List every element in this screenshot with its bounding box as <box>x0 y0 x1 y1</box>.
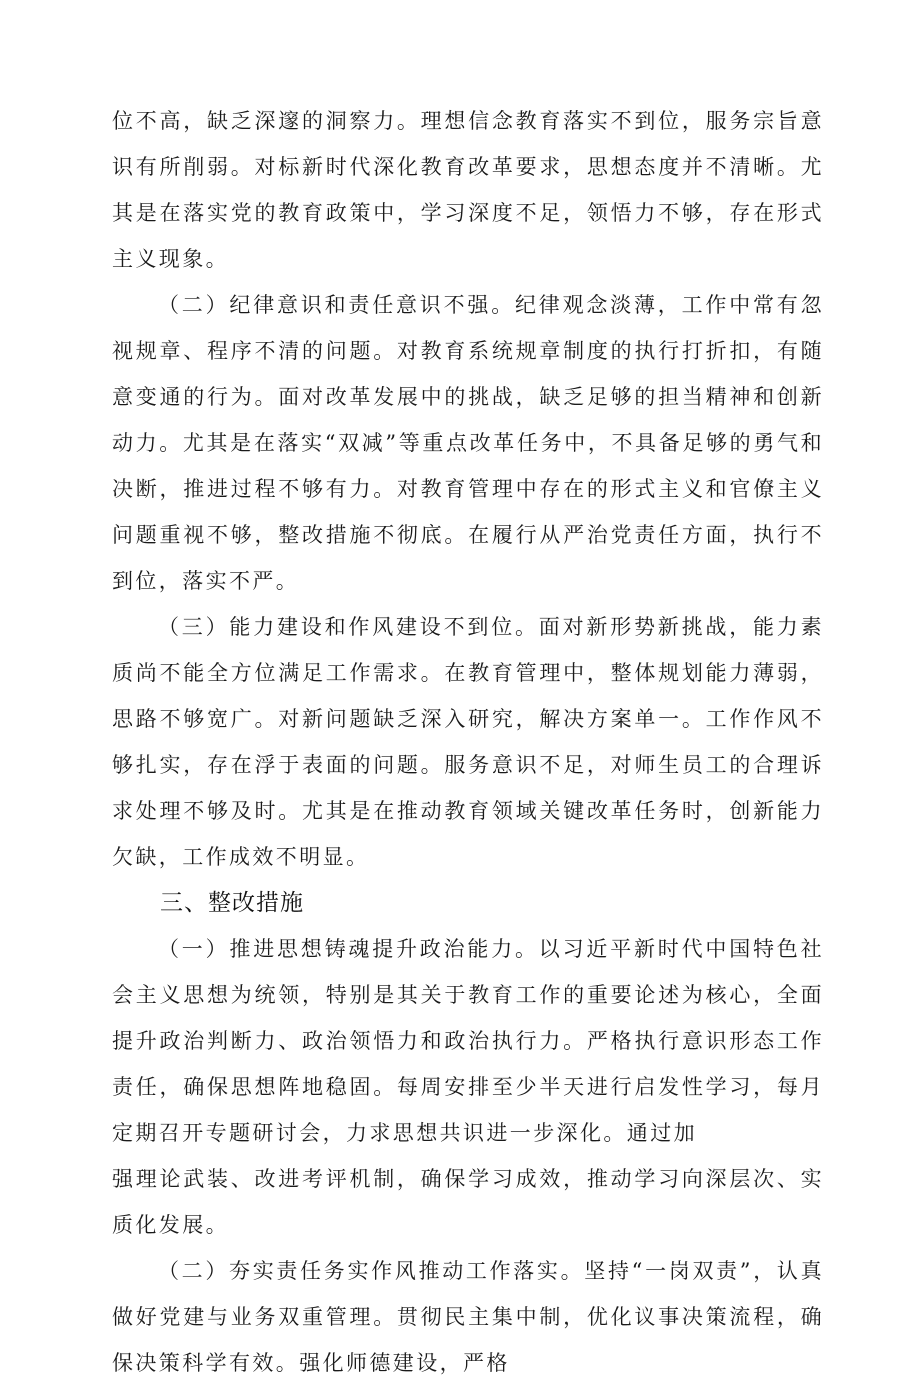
paragraph-political-ability-continued: 强理论武装、改进考评机制，确保学习成效，推动学习向深层次、实质化发展。 <box>112 1167 824 1237</box>
paragraph-responsibility: （二）夯实责任务实作风推动工作落实。坚持“一岗双责”，认真做好党建与业务双重管理。贯彻民主集中制，优化议事决策流程，确保决策科学有效。强化师德建设，严格 <box>112 1259 824 1375</box>
paragraph-ideals: 位不高，缺乏深邃的洞察力。理想信念教育落实不到位，服务宗旨意识有所削弱。对标新时代深化教育改革要求，思想态度并不清晰。尤其是在落实党的教育政策中，学习深度不足，领悟力不够，存在形式主义现象。 <box>112 109 824 271</box>
section-heading-rectification: 三、整改措施 <box>160 890 304 916</box>
paragraph-capability: （三）能力建设和作风建设不到位。面对新形势新挑战，能力素质尚不能全方位满足工作需求。在教育管理中，整体规划能力薄弱，思路不够宽广。对新问题缺乏深入研究，解决方案单一。工作作风不够扎实，存在浮于表面的问题。服务意识不足，对师生员工的合理诉求处理不够及时。尤其是在推动教育领域关键改革任务时，创新能力欠缺，工作成效不明显。 <box>112 615 824 869</box>
paragraph-political-ability: （一）推进思想铸魂提升政治能力。以习近平新时代中国特色社会主义思想为统领，特别是其关于教育工作的重要论述为核心，全面提升政治判断力、政治领悟力和政治执行力。严格执行意识形态工作责任，确保思想阵地稳固。每周安排至少半天进行启发性学习，每月定期召开专题研讨会，力求思想共识进一步深化。通过加 <box>112 937 824 1145</box>
paragraph-discipline: （二）纪律意识和责任意识不强。纪律观念淡薄，工作中常有忽视规章、程序不清的问题。对教育系统规章制度的执行打折扣，有随意变通的行为。面对改革发展中的挑战，缺乏足够的担当精神和创新动力。尤其是在落实“双减”等重点改革任务中，不具备足够的勇气和决断，推进过程不够有力。对教育管理中存在的形式主义和官僚主义问题重视不够，整改措施不彻底。在履行从严治党责任方面，执行不到位，落实不严。 <box>112 293 824 593</box>
document-body <box>112 98 824 1386</box>
